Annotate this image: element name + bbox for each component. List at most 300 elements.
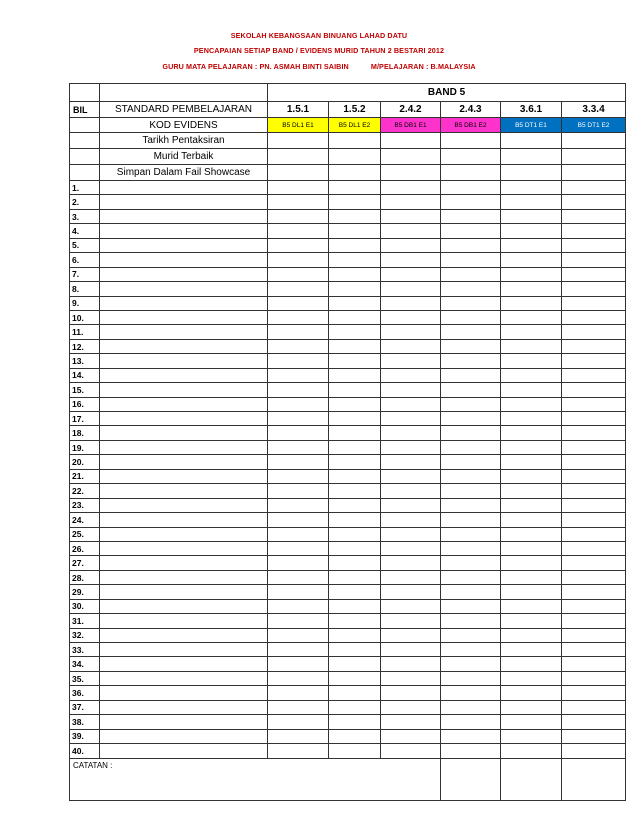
- entry-cell[interactable]: [268, 469, 329, 483]
- student-name-cell[interactable]: [100, 498, 268, 512]
- entry-cell[interactable]: [381, 643, 441, 657]
- entry-cell[interactable]: [501, 686, 562, 700]
- entry-cell[interactable]: [501, 585, 562, 599]
- entry-cell[interactable]: [501, 267, 562, 281]
- entry-cell[interactable]: [381, 744, 441, 758]
- student-name-cell[interactable]: [100, 527, 268, 541]
- student-name-cell[interactable]: [100, 339, 268, 353]
- entry-cell[interactable]: [441, 455, 501, 469]
- student-name-cell[interactable]: [100, 195, 268, 209]
- entry-cell[interactable]: [562, 715, 626, 729]
- entry-cell[interactable]: [441, 599, 501, 613]
- entry-cell[interactable]: [441, 354, 501, 368]
- entry-cell[interactable]: [381, 195, 441, 209]
- entry-cell[interactable]: [562, 628, 626, 642]
- entry-cell[interactable]: [381, 541, 441, 555]
- entry-cell[interactable]: [329, 181, 381, 195]
- student-name-cell[interactable]: [100, 585, 268, 599]
- entry-cell[interactable]: [441, 686, 501, 700]
- entry-cell[interactable]: [329, 556, 381, 570]
- entry-cell[interactable]: [381, 527, 441, 541]
- student-name-cell[interactable]: [100, 354, 268, 368]
- entry-cell[interactable]: [501, 498, 562, 512]
- student-name-cell[interactable]: [100, 368, 268, 382]
- entry-cell[interactable]: [562, 570, 626, 584]
- entry-cell[interactable]: [381, 368, 441, 382]
- entry-cell[interactable]: [268, 513, 329, 527]
- entry-cell[interactable]: [329, 614, 381, 628]
- entry-cell[interactable]: [562, 455, 626, 469]
- entry-cell[interactable]: [562, 527, 626, 541]
- entry-cell[interactable]: [441, 195, 501, 209]
- student-name-cell[interactable]: [100, 643, 268, 657]
- student-name-cell[interactable]: [100, 426, 268, 440]
- entry-cell[interactable]: [268, 628, 329, 642]
- entry-cell[interactable]: [329, 469, 381, 483]
- entry-cell[interactable]: [441, 469, 501, 483]
- student-name-cell[interactable]: [100, 253, 268, 267]
- student-name-cell[interactable]: [100, 744, 268, 758]
- entry-cell[interactable]: [329, 513, 381, 527]
- entry-cell[interactable]: [268, 325, 329, 339]
- entry-cell[interactable]: [381, 412, 441, 426]
- entry-cell[interactable]: [501, 282, 562, 296]
- entry-cell[interactable]: [381, 440, 441, 454]
- entry-cell[interactable]: [329, 686, 381, 700]
- entry-cell[interactable]: [501, 412, 562, 426]
- entry-cell[interactable]: [329, 440, 381, 454]
- entry-cell[interactable]: [501, 570, 562, 584]
- entry-cell[interactable]: [501, 671, 562, 685]
- entry-cell[interactable]: [381, 628, 441, 642]
- entry-cell[interactable]: [268, 165, 329, 181]
- entry-cell[interactable]: [381, 325, 441, 339]
- student-name-cell[interactable]: [100, 325, 268, 339]
- student-name-cell[interactable]: [100, 729, 268, 743]
- entry-cell[interactable]: [329, 209, 381, 223]
- entry-cell[interactable]: [441, 149, 501, 165]
- student-name-cell[interactable]: [100, 599, 268, 613]
- entry-cell[interactable]: [441, 556, 501, 570]
- entry-cell[interactable]: [562, 671, 626, 685]
- entry-cell[interactable]: [268, 282, 329, 296]
- entry-cell[interactable]: [441, 426, 501, 440]
- entry-cell[interactable]: [329, 224, 381, 238]
- entry-cell[interactable]: [562, 354, 626, 368]
- entry-cell[interactable]: [562, 585, 626, 599]
- student-name-cell[interactable]: [100, 238, 268, 252]
- entry-cell[interactable]: [441, 541, 501, 555]
- entry-cell[interactable]: [329, 729, 381, 743]
- student-name-cell[interactable]: [100, 383, 268, 397]
- entry-cell[interactable]: [562, 325, 626, 339]
- entry-cell[interactable]: [381, 209, 441, 223]
- entry-cell[interactable]: [501, 469, 562, 483]
- entry-cell[interactable]: [329, 354, 381, 368]
- entry-cell[interactable]: [441, 224, 501, 238]
- entry-cell[interactable]: [268, 133, 329, 149]
- entry-cell[interactable]: [441, 296, 501, 310]
- entry-cell[interactable]: [562, 599, 626, 613]
- entry-cell[interactable]: [501, 599, 562, 613]
- entry-cell[interactable]: [562, 614, 626, 628]
- entry-cell[interactable]: [562, 513, 626, 527]
- entry-cell[interactable]: [381, 700, 441, 714]
- entry-cell[interactable]: [381, 556, 441, 570]
- entry-cell[interactable]: [268, 686, 329, 700]
- entry-cell[interactable]: [381, 426, 441, 440]
- notes-cell[interactable]: [441, 758, 501, 800]
- student-name-cell[interactable]: [100, 282, 268, 296]
- entry-cell[interactable]: [501, 715, 562, 729]
- entry-cell[interactable]: [381, 133, 441, 149]
- entry-cell[interactable]: [562, 556, 626, 570]
- student-name-cell[interactable]: [100, 440, 268, 454]
- entry-cell[interactable]: [268, 671, 329, 685]
- entry-cell[interactable]: [329, 296, 381, 310]
- entry-cell[interactable]: [501, 744, 562, 758]
- entry-cell[interactable]: [329, 715, 381, 729]
- student-name-cell[interactable]: [100, 715, 268, 729]
- entry-cell[interactable]: [562, 133, 626, 149]
- entry-cell[interactable]: [268, 426, 329, 440]
- entry-cell[interactable]: [268, 498, 329, 512]
- entry-cell[interactable]: [501, 149, 562, 165]
- entry-cell[interactable]: [562, 686, 626, 700]
- entry-cell[interactable]: [501, 238, 562, 252]
- entry-cell[interactable]: [441, 715, 501, 729]
- entry-cell[interactable]: [329, 628, 381, 642]
- entry-cell[interactable]: [381, 354, 441, 368]
- entry-cell[interactable]: [562, 700, 626, 714]
- entry-cell[interactable]: [268, 484, 329, 498]
- entry-cell[interactable]: [501, 426, 562, 440]
- entry-cell[interactable]: [441, 614, 501, 628]
- entry-cell[interactable]: [562, 296, 626, 310]
- student-name-cell[interactable]: [100, 686, 268, 700]
- entry-cell[interactable]: [329, 541, 381, 555]
- entry-cell[interactable]: [329, 585, 381, 599]
- entry-cell[interactable]: [268, 296, 329, 310]
- notes-cell[interactable]: [501, 758, 562, 800]
- entry-cell[interactable]: [268, 253, 329, 267]
- entry-cell[interactable]: [501, 133, 562, 149]
- entry-cell[interactable]: [501, 165, 562, 181]
- entry-cell[interactable]: [441, 671, 501, 685]
- entry-cell[interactable]: [381, 686, 441, 700]
- entry-cell[interactable]: [381, 657, 441, 671]
- entry-cell[interactable]: [441, 165, 501, 181]
- entry-cell[interactable]: [562, 195, 626, 209]
- entry-cell[interactable]: [441, 513, 501, 527]
- entry-cell[interactable]: [381, 383, 441, 397]
- entry-cell[interactable]: [441, 282, 501, 296]
- entry-cell[interactable]: [441, 181, 501, 195]
- entry-cell[interactable]: [441, 570, 501, 584]
- entry-cell[interactable]: [268, 599, 329, 613]
- entry-cell[interactable]: [441, 133, 501, 149]
- entry-cell[interactable]: [268, 729, 329, 743]
- entry-cell[interactable]: [329, 671, 381, 685]
- entry-cell[interactable]: [441, 657, 501, 671]
- entry-cell[interactable]: [501, 700, 562, 714]
- entry-cell[interactable]: [501, 513, 562, 527]
- entry-cell[interactable]: [562, 643, 626, 657]
- entry-cell[interactable]: [562, 484, 626, 498]
- entry-cell[interactable]: [501, 195, 562, 209]
- student-name-cell[interactable]: [100, 296, 268, 310]
- entry-cell[interactable]: [562, 165, 626, 181]
- entry-cell[interactable]: [268, 455, 329, 469]
- entry-cell[interactable]: [501, 729, 562, 743]
- entry-cell[interactable]: [441, 325, 501, 339]
- entry-cell[interactable]: [441, 628, 501, 642]
- student-name-cell[interactable]: [100, 310, 268, 324]
- entry-cell[interactable]: [268, 224, 329, 238]
- entry-cell[interactable]: [501, 440, 562, 454]
- entry-cell[interactable]: [562, 383, 626, 397]
- student-name-cell[interactable]: [100, 513, 268, 527]
- entry-cell[interactable]: [501, 209, 562, 223]
- student-name-cell[interactable]: [100, 469, 268, 483]
- entry-cell[interactable]: [441, 700, 501, 714]
- entry-cell[interactable]: [268, 149, 329, 165]
- entry-cell[interactable]: [329, 484, 381, 498]
- student-name-cell[interactable]: [100, 484, 268, 498]
- entry-cell[interactable]: [562, 310, 626, 324]
- entry-cell[interactable]: [329, 570, 381, 584]
- student-name-cell[interactable]: [100, 700, 268, 714]
- entry-cell[interactable]: [501, 643, 562, 657]
- entry-cell[interactable]: [381, 165, 441, 181]
- entry-cell[interactable]: [329, 195, 381, 209]
- entry-cell[interactable]: [329, 657, 381, 671]
- entry-cell[interactable]: [329, 700, 381, 714]
- entry-cell[interactable]: [381, 253, 441, 267]
- entry-cell[interactable]: [381, 339, 441, 353]
- entry-cell[interactable]: [381, 397, 441, 411]
- entry-cell[interactable]: [268, 715, 329, 729]
- entry-cell[interactable]: [381, 599, 441, 613]
- entry-cell[interactable]: [381, 296, 441, 310]
- entry-cell[interactable]: [268, 657, 329, 671]
- entry-cell[interactable]: [381, 570, 441, 584]
- entry-cell[interactable]: [441, 643, 501, 657]
- entry-cell[interactable]: [268, 614, 329, 628]
- entry-cell[interactable]: [381, 484, 441, 498]
- entry-cell[interactable]: [329, 383, 381, 397]
- entry-cell[interactable]: [381, 614, 441, 628]
- student-name-cell[interactable]: [100, 570, 268, 584]
- entry-cell[interactable]: [329, 310, 381, 324]
- entry-cell[interactable]: [381, 513, 441, 527]
- entry-cell[interactable]: [562, 657, 626, 671]
- entry-cell[interactable]: [381, 238, 441, 252]
- entry-cell[interactable]: [329, 426, 381, 440]
- entry-cell[interactable]: [562, 469, 626, 483]
- student-name-cell[interactable]: [100, 209, 268, 223]
- entry-cell[interactable]: [329, 498, 381, 512]
- entry-cell[interactable]: [268, 354, 329, 368]
- entry-cell[interactable]: [441, 498, 501, 512]
- student-name-cell[interactable]: [100, 455, 268, 469]
- entry-cell[interactable]: [329, 238, 381, 252]
- entry-cell[interactable]: [562, 282, 626, 296]
- entry-cell[interactable]: [268, 195, 329, 209]
- entry-cell[interactable]: [501, 310, 562, 324]
- entry-cell[interactable]: [381, 267, 441, 281]
- entry-cell[interactable]: [329, 267, 381, 281]
- entry-cell[interactable]: [268, 267, 329, 281]
- entry-cell[interactable]: [268, 527, 329, 541]
- entry-cell[interactable]: [381, 671, 441, 685]
- entry-cell[interactable]: [381, 585, 441, 599]
- entry-cell[interactable]: [562, 426, 626, 440]
- entry-cell[interactable]: [381, 469, 441, 483]
- notes-cell[interactable]: [562, 758, 626, 800]
- entry-cell[interactable]: [329, 643, 381, 657]
- entry-cell[interactable]: [501, 527, 562, 541]
- entry-cell[interactable]: [562, 253, 626, 267]
- entry-cell[interactable]: [501, 628, 562, 642]
- entry-cell[interactable]: [441, 744, 501, 758]
- student-name-cell[interactable]: [100, 181, 268, 195]
- entry-cell[interactable]: [381, 149, 441, 165]
- entry-cell[interactable]: [329, 282, 381, 296]
- entry-cell[interactable]: [268, 556, 329, 570]
- entry-cell[interactable]: [501, 224, 562, 238]
- student-name-cell[interactable]: [100, 556, 268, 570]
- entry-cell[interactable]: [501, 296, 562, 310]
- entry-cell[interactable]: [329, 253, 381, 267]
- entry-cell[interactable]: [268, 700, 329, 714]
- entry-cell[interactable]: [268, 440, 329, 454]
- entry-cell[interactable]: [562, 149, 626, 165]
- entry-cell[interactable]: [329, 397, 381, 411]
- entry-cell[interactable]: [381, 181, 441, 195]
- entry-cell[interactable]: [562, 744, 626, 758]
- entry-cell[interactable]: [562, 541, 626, 555]
- entry-cell[interactable]: [268, 570, 329, 584]
- entry-cell[interactable]: [501, 541, 562, 555]
- entry-cell[interactable]: [381, 455, 441, 469]
- entry-cell[interactable]: [441, 484, 501, 498]
- entry-cell[interactable]: [268, 643, 329, 657]
- entry-cell[interactable]: [381, 282, 441, 296]
- entry-cell[interactable]: [501, 657, 562, 671]
- entry-cell[interactable]: [268, 209, 329, 223]
- entry-cell[interactable]: [441, 238, 501, 252]
- entry-cell[interactable]: [268, 339, 329, 353]
- student-name-cell[interactable]: [100, 267, 268, 281]
- student-name-cell[interactable]: [100, 412, 268, 426]
- entry-cell[interactable]: [381, 729, 441, 743]
- entry-cell[interactable]: [329, 455, 381, 469]
- entry-cell[interactable]: [562, 397, 626, 411]
- entry-cell[interactable]: [501, 383, 562, 397]
- entry-cell[interactable]: [268, 368, 329, 382]
- entry-cell[interactable]: [268, 397, 329, 411]
- entry-cell[interactable]: [381, 498, 441, 512]
- entry-cell[interactable]: [441, 412, 501, 426]
- entry-cell[interactable]: [441, 585, 501, 599]
- student-name-cell[interactable]: [100, 397, 268, 411]
- entry-cell[interactable]: [381, 224, 441, 238]
- entry-cell[interactable]: [562, 181, 626, 195]
- entry-cell[interactable]: [501, 339, 562, 353]
- entry-cell[interactable]: [329, 133, 381, 149]
- student-name-cell[interactable]: [100, 224, 268, 238]
- entry-cell[interactable]: [268, 310, 329, 324]
- entry-cell[interactable]: [562, 339, 626, 353]
- entry-cell[interactable]: [562, 267, 626, 281]
- entry-cell[interactable]: [329, 339, 381, 353]
- entry-cell[interactable]: [501, 614, 562, 628]
- entry-cell[interactable]: [441, 729, 501, 743]
- entry-cell[interactable]: [329, 368, 381, 382]
- student-name-cell[interactable]: [100, 541, 268, 555]
- entry-cell[interactable]: [562, 209, 626, 223]
- entry-cell[interactable]: [329, 165, 381, 181]
- entry-cell[interactable]: [562, 440, 626, 454]
- entry-cell[interactable]: [441, 339, 501, 353]
- entry-cell[interactable]: [501, 397, 562, 411]
- entry-cell[interactable]: [562, 412, 626, 426]
- student-name-cell[interactable]: [100, 671, 268, 685]
- entry-cell[interactable]: [268, 541, 329, 555]
- entry-cell[interactable]: [501, 354, 562, 368]
- entry-cell[interactable]: [441, 368, 501, 382]
- entry-cell[interactable]: [501, 368, 562, 382]
- entry-cell[interactable]: [501, 325, 562, 339]
- entry-cell[interactable]: [441, 209, 501, 223]
- entry-cell[interactable]: [381, 715, 441, 729]
- entry-cell[interactable]: [562, 368, 626, 382]
- entry-cell[interactable]: [268, 181, 329, 195]
- entry-cell[interactable]: [441, 310, 501, 324]
- entry-cell[interactable]: [441, 440, 501, 454]
- student-name-cell[interactable]: [100, 614, 268, 628]
- entry-cell[interactable]: [441, 253, 501, 267]
- entry-cell[interactable]: [562, 238, 626, 252]
- entry-cell[interactable]: [329, 325, 381, 339]
- entry-cell[interactable]: [501, 484, 562, 498]
- entry-cell[interactable]: [441, 383, 501, 397]
- entry-cell[interactable]: [329, 412, 381, 426]
- entry-cell[interactable]: [329, 527, 381, 541]
- entry-cell[interactable]: [329, 599, 381, 613]
- entry-cell[interactable]: [441, 527, 501, 541]
- entry-cell[interactable]: [501, 556, 562, 570]
- entry-cell[interactable]: [329, 149, 381, 165]
- entry-cell[interactable]: [562, 224, 626, 238]
- entry-cell[interactable]: [441, 267, 501, 281]
- entry-cell[interactable]: [562, 498, 626, 512]
- entry-cell[interactable]: [268, 238, 329, 252]
- entry-cell[interactable]: [501, 181, 562, 195]
- student-name-cell[interactable]: [100, 657, 268, 671]
- entry-cell[interactable]: [268, 744, 329, 758]
- entry-cell[interactable]: [562, 729, 626, 743]
- entry-cell[interactable]: [501, 455, 562, 469]
- entry-cell[interactable]: [441, 397, 501, 411]
- entry-cell[interactable]: [329, 744, 381, 758]
- entry-cell[interactable]: [268, 585, 329, 599]
- entry-cell[interactable]: [268, 383, 329, 397]
- entry-cell[interactable]: [268, 412, 329, 426]
- entry-cell[interactable]: [501, 253, 562, 267]
- entry-cell[interactable]: [381, 310, 441, 324]
